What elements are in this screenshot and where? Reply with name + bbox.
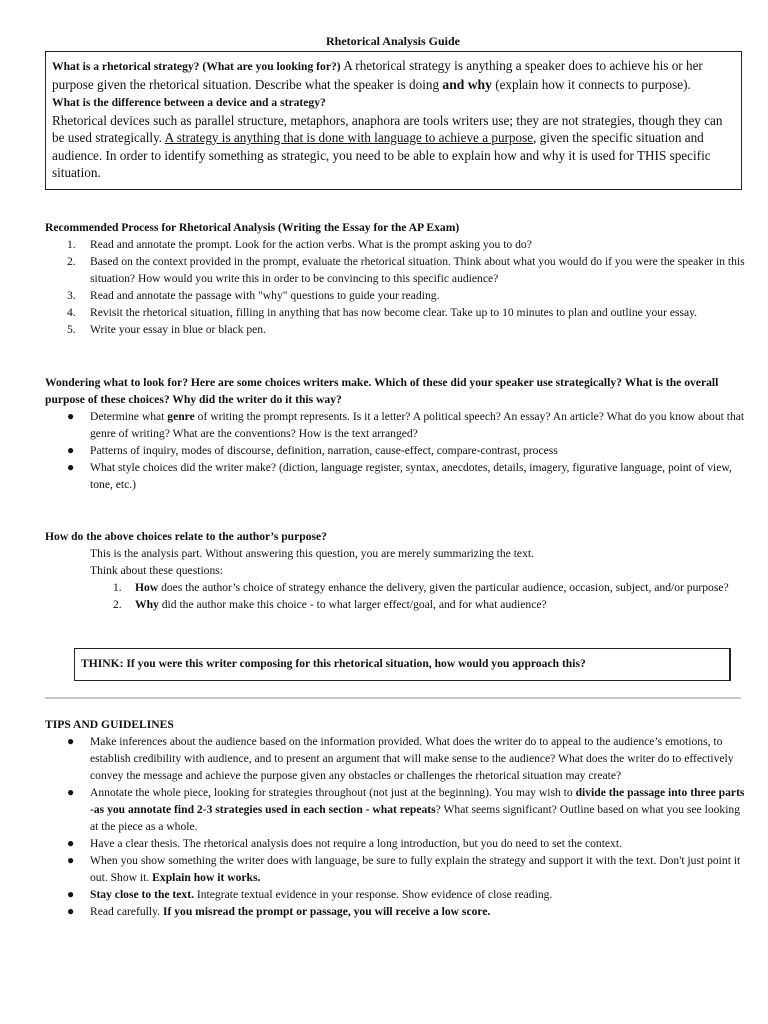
list-item: 1. How does the author’s choice of strategy enhance the delivery, given the particular audience, occasion, subject, and/or purpose?	[113, 581, 729, 594]
list-item: ● Read carefully. If you misread the prompt or passage, you will receive a low score.	[67, 904, 491, 918]
page-title: Rhetorical Analysis Guide	[325, 34, 460, 48]
strategy-question: What is a rhetorical strategy? (What are you looking for?)	[52, 60, 341, 73]
bullet-icon: ●	[67, 887, 75, 901]
process-heading: Recommended Process for Rhetorical Analysis (Writing the Essay for the AP Exam)	[45, 221, 460, 234]
list-item: 2. Why did the author make this choice - to what larger effect/goal, and for what audience?	[113, 598, 547, 611]
list-item: 5. Write your essay in blue or black pen.	[67, 323, 266, 336]
list-item: 1. Read and annotate the prompt. Look for the action verbs. What is the prompt asking you to do?	[67, 238, 532, 251]
list-item: ● Make inferences about the audience based on the information provided. What does the writer do to appeal to the audience’s emotions, to establish credibility with audience, and to present an argument that will make sense to the audience? What does the writer do to effectively convey the message and achieve the purpose given any obstacles or challenges the rhetorical situation may create?	[67, 734, 734, 782]
think-box: THINK: If you were this writer composing for this rhetorical situation, how would you approach this?	[74, 648, 731, 681]
list-item: ● Stay close to the text. Integrate textual evidence in your response. Show evidence of close reading.	[67, 887, 553, 901]
list-item: ● Determine what genre of writing the prompt represents. Is it a letter? A political speech? An essay? An article? What do you know about that genre of writing? What are the conventions? How is the text arranged?	[67, 409, 745, 440]
choices-list	[45, 408, 745, 493]
underlined-definition: A strategy is anything that is done with language to achieve a purpose	[164, 130, 534, 145]
bullet-icon: ●	[67, 836, 75, 850]
list-item: ● Have a clear thesis. The rhetorical analysis does not require a long introduction, but you do need to set the context.	[67, 836, 622, 850]
process-section	[45, 219, 745, 338]
purpose-heading: How do the above choices relate to the author’s purpose?	[45, 530, 327, 543]
list-item: ● What style choices did the writer make? (diction, language register, syntax, anecdotes, details, imagery, figurative language, point of view, tone, etc.)	[67, 460, 732, 491]
tips-heading: TIPS AND GUIDELINES	[45, 718, 174, 731]
bullet-icon: ●	[67, 409, 75, 423]
definition-paragraph-1: What is a rhetorical strategy? (What are you looking for?) A rhetorical strategy is anything a speaker does to achieve his or her purpose given the rhetorical situation. Describe what the speaker is doing and why (explain how it connects to purpose).	[52, 58, 703, 92]
bullet-icon: ●	[67, 460, 75, 474]
bullet-icon: ●	[67, 443, 75, 457]
purpose-text-2: Think about these questions:	[90, 564, 223, 577]
definition-question-2: What is the difference between a device and a strategy?	[52, 96, 326, 109]
list-item: ● Patterns of inquiry, modes of discourse, definition, narration, cause-effect, compare-contrast, process	[67, 443, 558, 457]
section-divider	[45, 697, 741, 699]
bullet-icon: ●	[67, 853, 75, 867]
purpose-section	[45, 528, 745, 613]
list-item: 2. Based on the context provided in the prompt, evaluate the rhetorical situation. Think about what you would do if you were the speaker in this situation? How would you write this in order to be convincing to this specific audience?	[67, 255, 745, 285]
definition-box	[45, 51, 742, 190]
choices-section	[45, 374, 745, 493]
tips-section	[45, 716, 745, 920]
list-item: ● Annotate the whole piece, looking for strategies throughout (not just at the beginning). You may wish to divide the passage into three parts -as you annotate find 2-3 strategies used in each section - what repeats? What seems significant? Outline based on what you see looking at the piece as a whole.	[67, 785, 745, 833]
purpose-questions	[45, 579, 745, 613]
tips-list	[45, 733, 745, 920]
bullet-icon: ●	[67, 785, 75, 799]
list-item: ● When you show something the writer does with language, be sure to fully explain the strategy and support it with the text. Don't just point it out. Show it. Explain how it works.	[67, 853, 741, 884]
choices-heading: Wondering what to look for? Here are some choices writers make. Which of these did your speaker use strategically? What is the overall purpose of these choices? Why did the writer do it this way?	[45, 376, 719, 406]
bullet-icon: ●	[67, 904, 75, 918]
definition-paragraph-2: Rhetorical devices such as parallel structure, metaphors, anaphora are tools writers use; they are not strategies, though they can be used strategically. A strategy is anything that is done with language to achieve a purpose, given the specific situation and audience. In order to identify something as strategic, you need to be able to explain how and why it is used for THIS specific situation.	[52, 112, 723, 180]
list-item: 4. Revisit the rhetorical situation, filling in anything that has now become clear. Take up to 10 minutes to plan and outline your essay.	[67, 306, 698, 319]
bullet-icon: ●	[67, 734, 75, 748]
purpose-text-1: This is the analysis part. Without answering this question, you are merely summarizing the text.	[90, 547, 534, 560]
list-item: 3. Read and annotate the passage with "why" questions to guide your reading.	[67, 289, 440, 302]
process-list	[45, 236, 745, 338]
